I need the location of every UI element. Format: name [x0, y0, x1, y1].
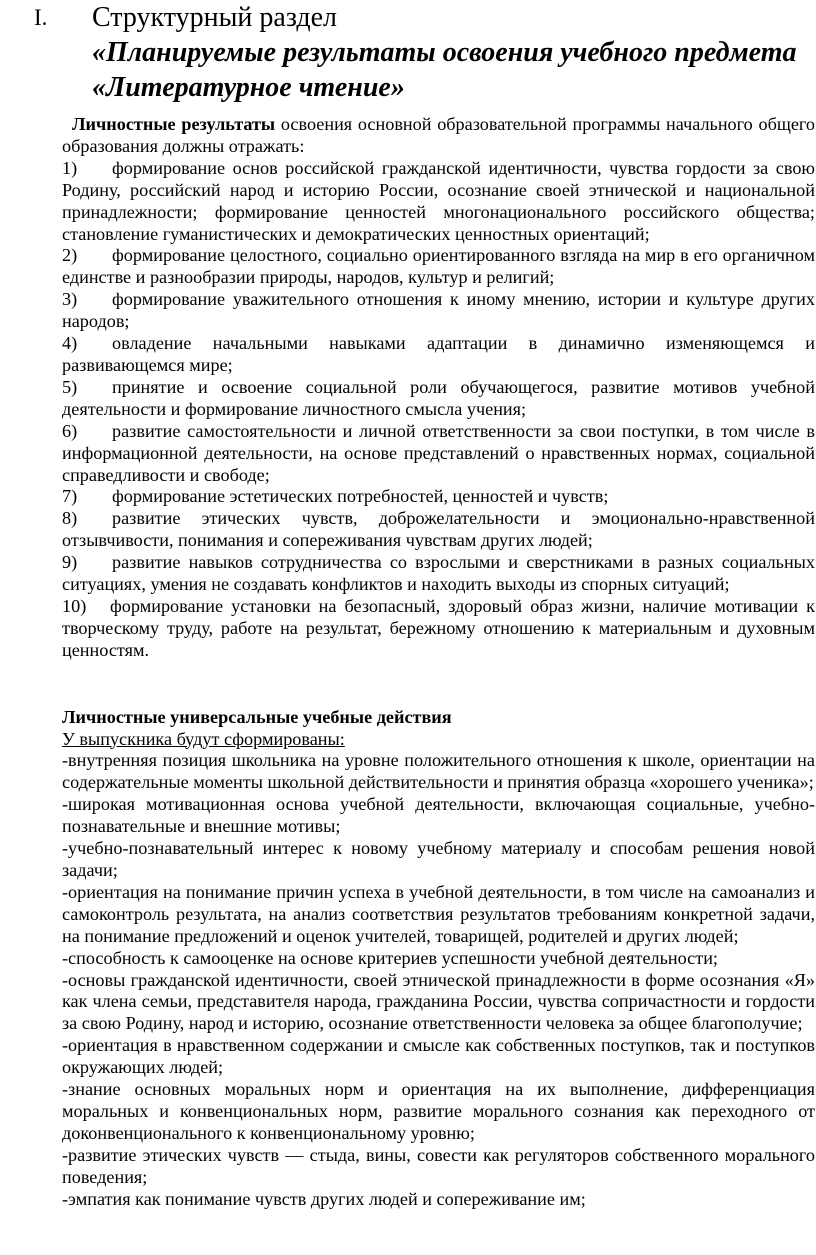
- personal-results-label: Личностные результаты: [72, 114, 276, 134]
- section-number: I.: [34, 5, 48, 30]
- list-item-text: развитие навыков сотрудничества со взрослыми и сверстниками в разных социальных ситуациях, умения не создавать конфликтов и находить выходы из спорных ситуаций;: [62, 552, 815, 595]
- document-body: [62, 114, 815, 1211]
- list-item-text: формирование целостного, социально ориентированного взгляда на мир в его органичном единстве и разнообразии природы, народов, культур и религий;: [62, 245, 815, 288]
- uud-item: -ориентация в нравственном содержании и смысле как собственных поступков, так и поступков окружающих людей;: [62, 1035, 815, 1078]
- uud-item: -ориентация на понимание причин успеха в учебной деятельности, в том числе на самоанализ и самоконтроль результата, на анализ соответствия результатов требованиям конкретной задачи, на понимание предложений и оценок учителей, товарищей, родителей и других людей;: [62, 881, 815, 946]
- uud-item: -учебно-познавательный интерес к новому учебному материалу и способам решения новой задачи;: [62, 838, 815, 880]
- list-item-text: овладение начальными навыками адаптации в динамично изменяющемся и развивающемся мире;: [62, 333, 815, 375]
- list-item-number: 9): [62, 552, 78, 573]
- uud-subheading: У выпускника будут сформированы:: [62, 728, 345, 749]
- list-item-number: 4): [62, 333, 78, 354]
- uud-item: -широкая мотивационная основа учебной деятельности, включающая социальные, учебно-познавательные и внешние мотивы;: [62, 794, 815, 837]
- section-subtitle-line2: «Литературное чтение»: [92, 72, 405, 103]
- uud-item: -внутренняя позиция школьника на уровне положительного отношения к школе, ориентации на содержательные моменты школьной действительности и принятия образца «хорошего ученика»;: [62, 750, 815, 793]
- uud-heading: Личностные универсальные учебные действия: [62, 706, 452, 727]
- list-item-text: принятие и освоение социальной роли обучающегося, развитие мотивов учебной деятельности и формирование личностного смысла учения;: [62, 376, 815, 419]
- list-item: [62, 421, 815, 487]
- list-item-number: 6): [62, 420, 78, 441]
- uud-item: -знание основных моральных норм и ориентация на их выполнение, дифференциация моральных и конвенциональных норм, развитие морального сознания как переходного от доконвенционального к конвенциональному уровню;: [62, 1079, 815, 1143]
- list-item: [62, 508, 815, 552]
- list-item-text: развитие этических чувств, доброжелательности и эмоционально-нравственной отзывчивости, понимания и сопереживания чувствам других людей;: [62, 508, 815, 551]
- list-item-number: 1): [62, 157, 78, 178]
- spacer: [62, 662, 815, 685]
- list-item-number: 3): [62, 289, 78, 310]
- list-item: [62, 289, 815, 333]
- list-item-number: 10): [62, 595, 87, 616]
- section-subtitle-line1: «Планируемые результаты освоения учебного предмета: [92, 37, 797, 68]
- list-item: [62, 333, 815, 377]
- uud-item: -развитие этических чувств — стыда, вины, совести как регуляторов собственного морального поведения;: [62, 1144, 815, 1187]
- list-item: [62, 552, 815, 596]
- list-item-text: формирование основ российской гражданской идентичности, чувства гордости за свою Родину, российский народ и историю России, осознание своей этнической и национальной принадлежности; формирование ценностей многонационального российского общества; становление гуманистических и демократических ценностных ориентаций;: [62, 157, 815, 244]
- personal-results-intro: [62, 114, 815, 158]
- section-title: Структурный раздел: [92, 2, 338, 33]
- list-item-number: 5): [62, 376, 78, 397]
- spacer: [62, 685, 815, 707]
- list-item-text: формирование уважительного отношения к иному мнению, истории и культуре других народов;: [62, 289, 815, 332]
- list-item: [62, 486, 815, 508]
- personal-results-intro-text: освоения основной образовательной программы начального общего образования должны отражать:: [62, 114, 815, 156]
- list-item: [62, 377, 815, 421]
- list-item-text: формирование эстетических потребностей, ценностей и чувств;: [112, 486, 609, 507]
- uud-item: -эмпатия как понимание чувств других людей и сопереживание им;: [62, 1188, 586, 1209]
- list-item: [62, 596, 815, 662]
- uud-item: -способность к самооценке на основе критериев успешности учебной деятельности;: [62, 947, 718, 968]
- list-item-number: 8): [62, 508, 78, 529]
- list-item-number: 7): [62, 486, 78, 507]
- list-item-text: развитие самостоятельности и личной ответственности за свои поступки, в том числе в информационной деятельности, на основе представлений о нравственных нормах, социальной справедливости и свободе;: [62, 420, 815, 485]
- list-item-text: формирование установки на безопасный, здоровый образ жизни, наличие мотивации к творческому труду, работе на результат, бережному отношению к материальным и духовным ценностям.: [62, 595, 815, 660]
- list-item: [62, 158, 815, 246]
- list-item: [62, 245, 815, 289]
- uud-item: -основы гражданской идентичности, своей этнической принадлежности в форме осознания «Я» как члена семьи, представителя народа, гражданина России, чувства сопричастности и гордости за свою Родину, народ и историю, осознание ответственности человека за общее благополучие;: [62, 969, 815, 1034]
- list-item-number: 2): [62, 245, 78, 266]
